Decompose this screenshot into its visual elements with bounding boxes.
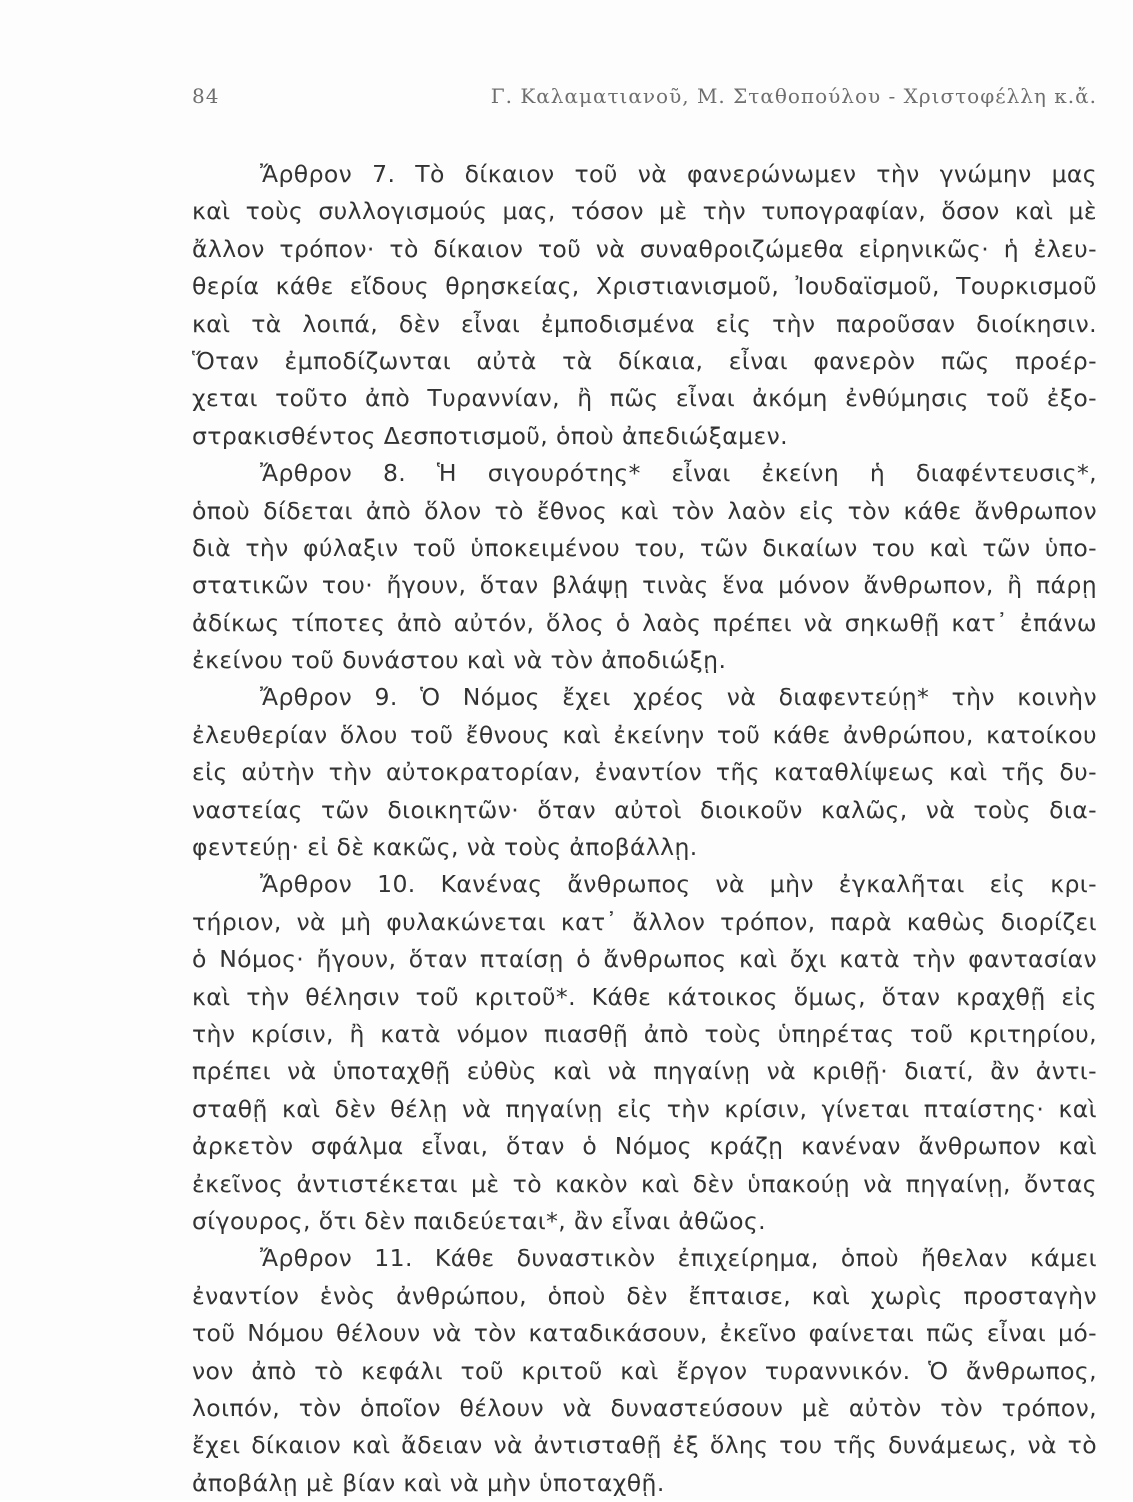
text-line-article-8: Ἄρθρον 8. Ἡ σιγουρότης* εἶναι ἐκείνη ἡ διαφέντευσις*,	[260, 459, 1097, 488]
text-line: στρακισθέντος Δεσποτισμοῦ, ὁποὺ ἀπεδιώξαμεν.	[192, 421, 788, 450]
text-line: Ὅταν ἐμποδίζωνται αὐτὰ τὰ δίκαια, εἶναι φανερὸν πῶς προέρ-	[192, 346, 1097, 375]
text-line: τοῦ Νόμου θέλουν νὰ τὸν καταδικάσουν, ἐκεῖνο φαίνεται πῶς εἶναι μό-	[192, 1319, 1097, 1348]
text-line: ὁ Νόμος· ἤγουν, ὅταν πταίσῃ ὁ ἄνθρωπος καὶ ὄχι κατὰ τὴν φαντασίαν	[192, 945, 1097, 974]
text-line: τήριον, νὰ μὴ φυλακώνεται κατ᾽ ἄλλον τρόπον, παρὰ καθὼς διορίζει	[192, 907, 1097, 936]
text-line: στατικῶν του· ἤγουν, ὅταν βλάψῃ τινὰς ἕνα μόνον ἄνθρωπον, ἢ πάρῃ	[192, 571, 1097, 600]
header-authors: Γ. Καλαματιανοῦ, Μ. Σταθοπούλου - Χριστοφέλλη κ.ἄ.	[490, 84, 1097, 108]
text-line: σίγουρος, ὅτι δὲν παιδεύεται*, ἂν εἶναι ἀθῶος.	[192, 1206, 767, 1235]
text-line: ἐκείνου τοῦ δυνάστου καὶ νὰ τὸν ἀποδιώξῃ.	[192, 646, 727, 675]
text-line: ἀδίκως τίποτες ἀπὸ αὐτόν, ὅλος ὁ λαὸς πρέπει νὰ σηκωθῇ κατ᾽ ἐπάνω	[192, 608, 1097, 637]
body-text	[192, 156, 1097, 1502]
text-line: ἐναντίον ἑνὸς ἀνθρώπου, ὁποὺ δὲν ἔπταισε, καὶ χωρὶς προσταγὴν	[192, 1281, 1097, 1310]
text-line-article-11: Ἄρθρον 11. Κάθε δυναστικὸν ἐπιχείρημα, ὁποὺ ἤθελαν κάμει	[260, 1244, 1097, 1273]
text-line: ἀρκετὸν σφάλμα εἶναι, ὅταν ὁ Νόμος κράζῃ κανέναν ἄνθρωπον καὶ	[192, 1132, 1097, 1161]
text-line: ἐλευθερίαν ὅλου τοῦ ἔθνους καὶ ἐκείνην τοῦ κάθε ἀνθρώπου, κατοίκου	[192, 720, 1097, 749]
text-line-article-7: Ἄρθρον 7. Τὸ δίκαιον τοῦ νὰ φανερώνωμεν τὴν γνώμην μας	[260, 160, 1097, 188]
text-line: πρέπει νὰ ὑποταχθῇ εὐθὺς καὶ νὰ πηγαίνῃ νὰ κριθῇ· διατί, ἂν ἀντι-	[192, 1057, 1097, 1086]
text-line: καὶ τὰ λοιπά, δὲν εἶναι ἐμποδισμένα εἰς τὴν παροῦσαν διοίκησιν.	[192, 309, 1097, 338]
text-line: ἔχει δίκαιον καὶ ἄδειαν νὰ ἀντισταθῇ ἐξ ὅλης του τῆς δυνάμεως, νὰ τὸ	[192, 1431, 1097, 1460]
text-line: ἄλλον τρόπον· τὸ δίκαιον τοῦ νὰ συναθροιζώμεθα εἰρηνικῶς· ἡ ἐλευ-	[192, 234, 1097, 263]
text-line: θερία κάθε εἴδους θρησκείας, Χριστιανισμοῦ, Ἰουδαϊσμοῦ, Τουρκισμοῦ	[192, 272, 1097, 301]
text-line: ἀποβάλῃ μὲ βίαν καὶ νὰ μὴν ὑποταχθῇ.	[192, 1468, 665, 1497]
text-line: καὶ τὴν θέλησιν τοῦ κριτοῦ*. Κάθε κάτοικος ὅμως, ὅταν κραχθῇ εἰς	[192, 982, 1097, 1011]
text-line: ἐκεῖνος ἀντιστέκεται μὲ τὸ κακὸν καὶ δὲν ὑπακούῃ νὰ πηγαίνῃ, ὄντας	[192, 1169, 1097, 1198]
text-line: χεται τοῦτο ἀπὸ Τυραννίαν, ἢ πῶς εἶναι ἀκόμη ἐνθύμησις τοῦ ἐξο-	[192, 384, 1097, 413]
running-head	[192, 84, 1097, 114]
text-line: λοιπόν, τὸν ὁποῖον θέλουν νὰ δυναστεύσουν μὲ αὐτὸν τὸν τρόπον,	[192, 1393, 1097, 1422]
text-line: εἰς αὐτὴν τὴν αὐτοκρατορίαν, ἐναντίον τῆς καταθλίψεως καὶ τῆς δυ-	[192, 758, 1097, 787]
text-line: ὁποὺ δίδεται ἀπὸ ὅλον τὸ ἔθνος καὶ τὸν λαὸν εἰς τὸν κάθε ἄνθρωπον	[192, 496, 1097, 525]
text-line: ναστείας τῶν διοικητῶν· ὅταν αὐτοὶ διοικοῦν καλῶς, νὰ τοὺς δια-	[192, 795, 1097, 824]
text-line: φεντεύῃ· εἰ δὲ κακῶς, νὰ τοὺς ἀποβάλλῃ.	[192, 833, 698, 862]
text-line: νον ἀπὸ τὸ κεφάλι τοῦ κριτοῦ καὶ ἔργον τυραννικόν. Ὁ ἄνθρωπος,	[192, 1356, 1097, 1385]
page-number: 84	[192, 84, 220, 108]
text-line: διὰ τὴν φύλαξιν τοῦ ὑποκειμένου του, τῶν δικαίων του καὶ τῶν ὑπο-	[192, 533, 1097, 562]
text-line-article-9: Ἄρθρον 9. Ὁ Νόμος ἔχει χρέος νὰ διαφεντεύῃ* τὴν κοινὴν	[260, 683, 1097, 712]
text-line: καὶ τοὺς συλλογισμούς μας, τόσον μὲ τὴν τυπογραφίαν, ὅσον καὶ μὲ	[192, 197, 1097, 226]
text-line: σταθῇ καὶ δὲν θέλῃ νὰ πηγαίνῃ εἰς τὴν κρίσιν, γίνεται πταίστης· καὶ	[192, 1094, 1097, 1123]
text-line-article-10: Ἄρθρον 10. Κανένας ἄνθρωπος νὰ μὴν ἐγκαλῆται εἰς κρι-	[260, 870, 1097, 899]
text-line: τὴν κρίσιν, ἢ κατὰ νόμον πιασθῇ ἀπὸ τοὺς ὑπηρέτας τοῦ κριτηρίου,	[192, 1019, 1097, 1048]
